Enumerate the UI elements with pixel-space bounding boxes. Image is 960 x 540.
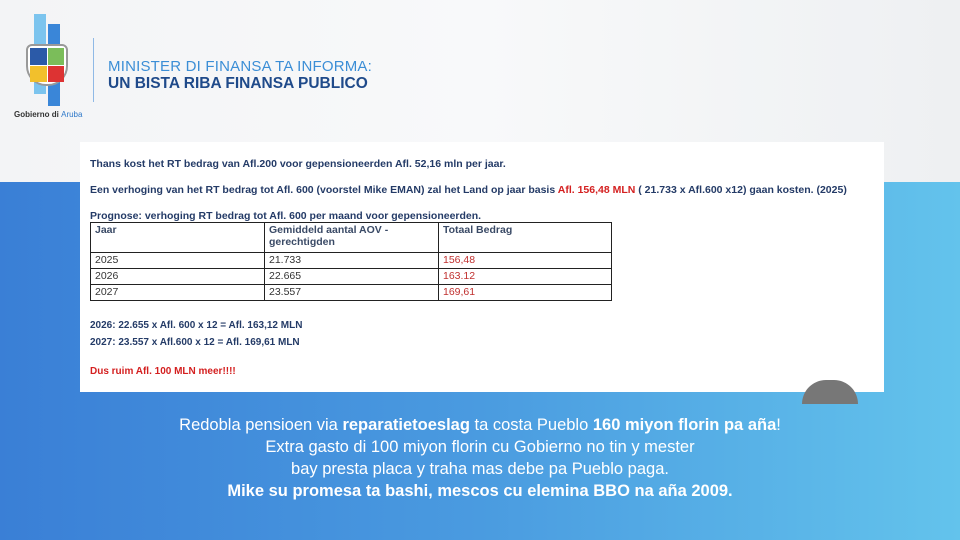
cell-count: 23.557	[265, 285, 439, 301]
cell-total: 169,61	[439, 285, 612, 301]
divider	[93, 38, 94, 102]
org-name	[14, 110, 82, 119]
doc-line2-highlight: Afl. 156,48 MLN	[557, 184, 636, 196]
prognose-heading: Prognose: verhoging RT bedrag tot Afl. 600 per maand voor gepensioneerden.	[90, 210, 482, 222]
table-header-row	[91, 223, 612, 253]
avatar-overlay	[802, 380, 858, 404]
cell-count: 21.733	[265, 253, 439, 269]
table-row	[91, 269, 612, 285]
caption-line2: Extra gasto di 100 miyon florin cu Gobierno no tin y mester	[265, 438, 695, 456]
cell-year: 2026	[91, 269, 265, 285]
calc-2026: 2026: 22.655 x Afl. 600 x 12 = Afl. 163,12 MLN	[90, 320, 303, 331]
header-title-line1: MINISTER DI FINANSA TA INFORMA:	[108, 58, 373, 75]
doc-line2-tail: ( 21.733 x Afl.600 x12) gaan kosten. (2025)	[635, 184, 847, 196]
cell-total: 156,48	[439, 253, 612, 269]
doc-line2	[90, 184, 874, 196]
org-label: Gobierno di	[14, 110, 62, 119]
col-header: Gemiddeld aantal AOV - gerechtigden	[265, 223, 439, 253]
header-title-line2: UN BISTA RIBA FINANSA PUBLICO	[108, 75, 368, 92]
caption-text: ta costa Pueblo	[469, 416, 593, 434]
caption-bold: reparatietoeslag	[342, 416, 470, 434]
caption-text: !	[776, 416, 781, 434]
caption-text: Redobla pensioen via	[179, 416, 343, 434]
document-card	[80, 142, 884, 392]
cell-year: 2027	[91, 285, 265, 301]
calc-2027: 2027: 23.557 x Afl.600 x 12 = Afl. 169,61 MLN	[90, 337, 300, 348]
gobierno-aruba-logo	[14, 14, 84, 124]
caption-line1	[0, 414, 960, 436]
org-accent: Aruba	[61, 110, 83, 119]
doc-line1: Thans kost het RT bedrag van Afl.200 voor gepensioneerden Afl. 52,16 mln per jaar.	[90, 158, 506, 170]
caption-bold: 160 miyon florin pa aña	[592, 416, 777, 434]
table-row	[91, 285, 612, 301]
calculations	[90, 317, 874, 351]
coat-of-arms-icon	[26, 44, 68, 86]
caption-line3: bay presta placa y traha mas debe pa Pueblo paga.	[291, 460, 669, 478]
conclusion: Dus ruim Afl. 100 MLN meer!!!!	[90, 366, 236, 377]
col-header: Totaal Bedrag	[439, 223, 612, 253]
table-row	[91, 253, 612, 269]
caption	[0, 414, 960, 502]
doc-line2-text: Een verhoging van het RT bedrag tot Afl. 600 (voorstel Mike EMAN) zal het Land op jaar basis	[90, 184, 558, 196]
cell-year: 2025	[91, 253, 265, 269]
col-header: Jaar	[91, 223, 265, 253]
cell-count: 22.665	[265, 269, 439, 285]
cell-total: 163.12	[439, 269, 612, 285]
caption-line4: Mike su promesa ta bashi, mescos cu elemina BBO na aña 2009.	[227, 482, 733, 500]
prognose-table	[90, 222, 612, 301]
